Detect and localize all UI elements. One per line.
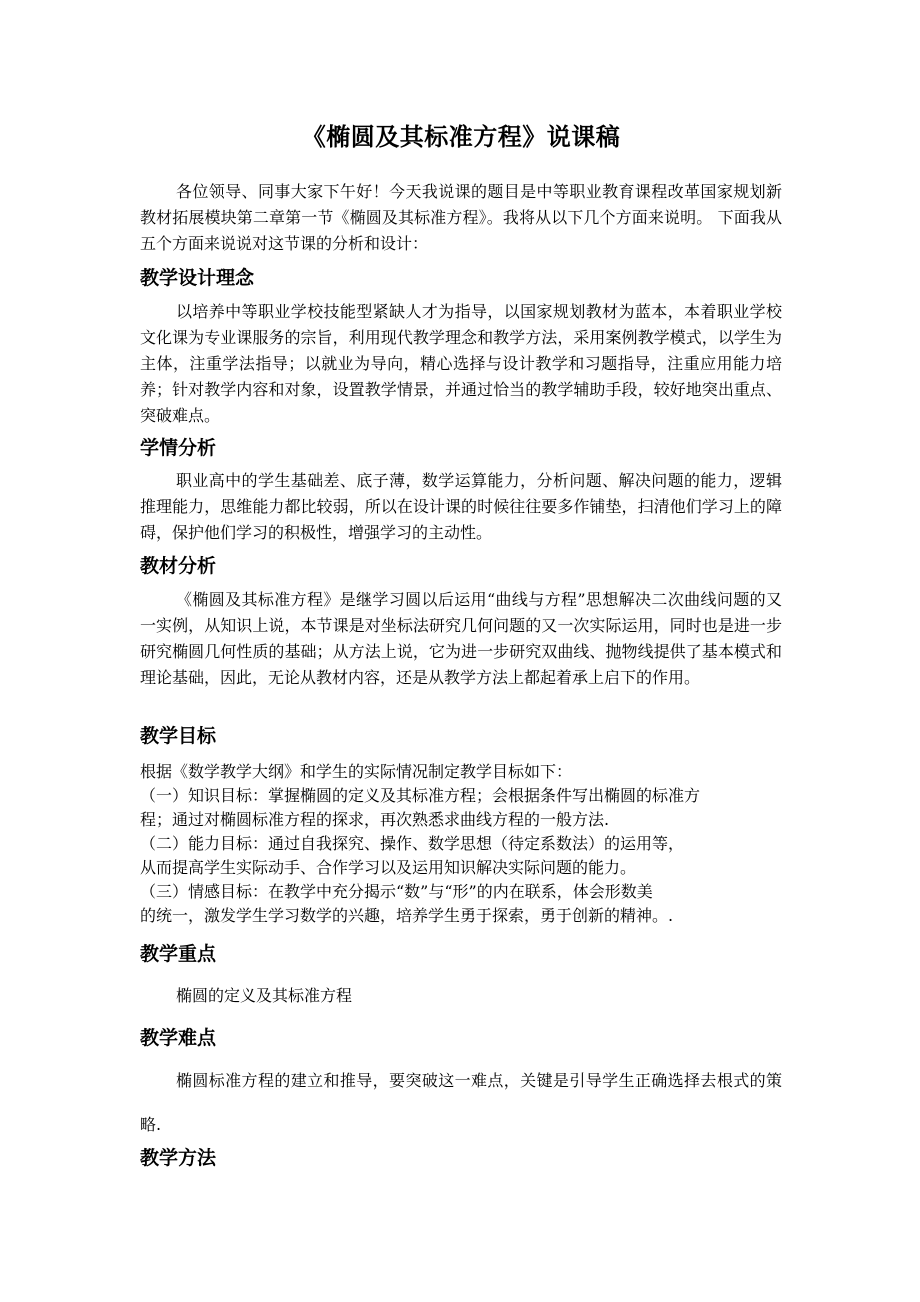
goals-line: （一）知识目标：掌握椭圆的定义及其标准方程；会根据条件写出椭圆的标准方: [140, 786, 701, 805]
section-body-difficulty: 椭圆标准方程的建立和推导，要突破这一难点，关键是引导学生正确选择去根式的策略.: [140, 1071, 782, 1134]
goals-line: 的统一，激发学生学习数学的兴趣，培养学生勇于探索，勇于创新的精神。.: [140, 906, 674, 925]
goals-line: 从而提高学生实际动手、合作学习以及运用知识解决实际问题的能力。: [140, 858, 637, 877]
section-heading-design: 教学设计理念: [140, 267, 255, 289]
goals-line: 程；通过对椭圆标准方程的探求，再次熟悉求曲线方程的一般方法.: [140, 810, 610, 829]
intro-paragraph: 各位领导、同事大家下午好！今天我说课的题目是中等职业教育课程改革国家规划新教材拓展模块第二章第一节《椭圆及其标准方程》。我将从以下几个方面来说明。 下面我从五个方面来说说对这节课的分析和设计：: [140, 182, 782, 253]
section-body-key-point: 椭圆的定义及其标准方程: [176, 986, 353, 1005]
section-heading-goals: 教学目标: [140, 725, 217, 747]
section-body-design: 以培养中等职业学校技能型紧缺人才为指导，以国家规划教材为蓝本，本着职业学校文化课为专业课服务的宗旨，利用现代教学理念和教学方法，采用案例教学模式，以学生为主体，注重学法指导；以就业为导向，精心选择与设计教学和习题指导，注重应用能力培养；针对教学内容和对象，设置教学情景，并通过恰当的教学辅助手段，较好地突出重点、突破难点。: [140, 302, 782, 425]
section-heading-students: 学情分析: [140, 437, 217, 459]
section-heading-key-point: 教学重点: [140, 943, 217, 965]
goals-line: 根据《数学教学大纲》和学生的实际情况制定教学目标如下：: [140, 762, 573, 781]
document-title: 《椭圆及其标准方程》说课稿: [301, 123, 621, 151]
goals-line: （二）能力目标：通过自我探究、操作、数学思想（待定系数法）的运用等，: [140, 834, 685, 853]
section-body-students: 职业高中的学生基础差、底子薄，数学运算能力，分析问题、解决问题的能力，逻辑推理能力，思维能力都比较弱，所以在设计课的时候往往要多作铺垫，扫清他们学习上的障碍，保护他们学习的积极性，增强学习的主动性。: [140, 471, 782, 542]
section-heading-method: 教学方法: [140, 1147, 217, 1169]
section-body-material: 《椭圆及其标准方程》是继学习圆以后运用“曲线与方程”思想解决二次曲线问题的又一实例，从知识上说，本节课是对坐标法研究几何问题的又一次实际运用，同时也是进一步研究椭圆几何性质的基础；从方法上说，它为进一步研究双曲线、抛物线提供了基本模式和理论基础，因此，无论从教材内容，还是从教学方法上都起着承上启下的作用。: [140, 590, 782, 687]
section-heading-material: 教材分析: [140, 555, 217, 577]
section-heading-difficulty: 教学难点: [140, 1027, 217, 1049]
goals-line: （三）情感目标：在教学中充分揭示“数”与“形”的内在联系，体会形数美: [140, 882, 653, 901]
